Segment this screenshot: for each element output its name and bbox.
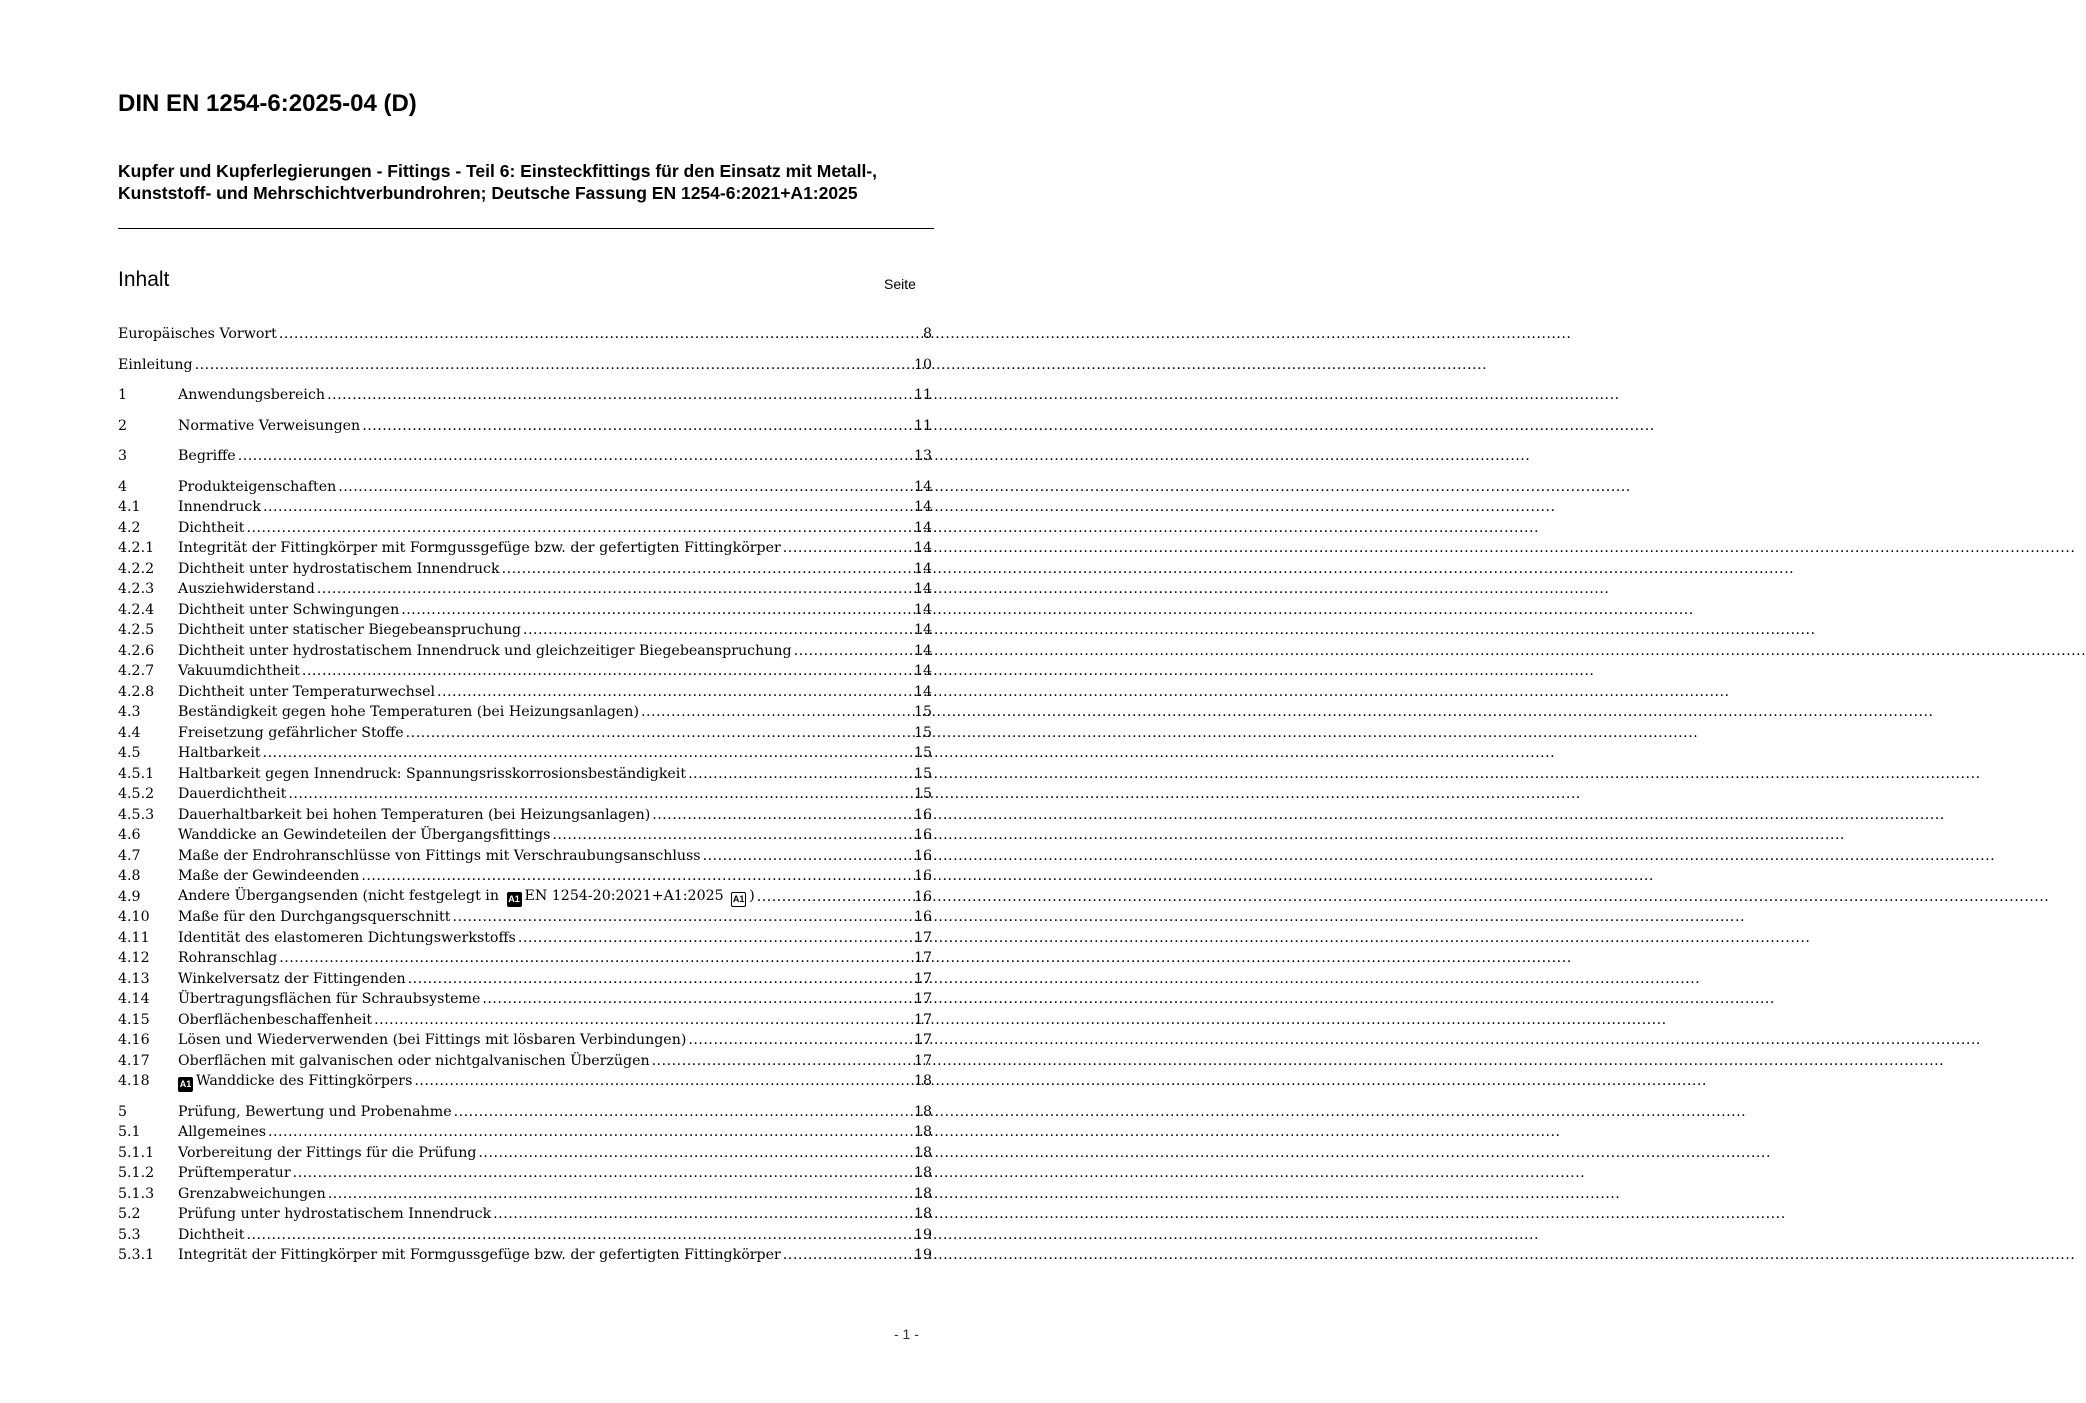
toc-entry-number: 4.5 [118,745,141,761]
toc-entry[interactable] [118,579,932,600]
toc-entry-number: 5.3 [118,1226,141,1243]
toc-entry[interactable] [118,1030,932,1051]
toc-leader [268,1122,911,1143]
toc-entry[interactable] [118,661,932,682]
toc-entry-number: 5 [118,1103,128,1120]
toc-entry-page: 15 [913,786,932,802]
toc-entry-label: Allgemeines [178,1124,266,1140]
toc-entry-label: Dichtheit unter hydrostatischem Innendruck [178,560,500,577]
toc-entry-number: 4.2.4 [118,601,155,618]
toc-entry-number: 4.3 [118,704,141,720]
toc-leader [263,743,911,764]
toc-leader [652,805,911,826]
toc-leader [317,579,911,600]
toc-entry-page: 14 [913,581,932,597]
toc-leader [452,907,911,928]
toc-entry-number: 4.15 [118,1011,150,1028]
toc-entry[interactable] [118,559,932,580]
toc-leader [437,682,911,703]
toc-entry-label: Vorbereitung der Fittings für die Prüfung [178,1144,477,1161]
page-column-label: Seite [884,276,916,292]
toc-leader [327,385,911,406]
toc-entry[interactable] [118,825,932,846]
toc-leader [688,764,911,785]
toc-entry[interactable] [118,682,932,703]
toc-entry-label: Einleitung [118,356,193,373]
toc-entry-page: 16 [913,806,932,823]
toc-entry-number: 5.2 [118,1206,141,1222]
toc-entry-number: 4.13 [118,970,150,987]
toc-entry-number: 4 [118,478,128,495]
toc-entry-page: 14 [913,642,932,659]
toc-leader [454,1102,911,1123]
toc-entry-page: 16 [913,909,932,925]
toc-leader [502,559,911,580]
toc-entry[interactable] [118,477,932,498]
toc-entry-number: 4.11 [118,929,150,946]
toc-entry[interactable] [118,1163,932,1184]
toc-entry-page: 10 [913,356,932,373]
toc-entry[interactable] [118,907,932,928]
toc-entry[interactable] [118,538,932,559]
toc-entry-page: 17 [913,950,932,966]
toc-entry-label: Prüftemperatur [178,1165,291,1181]
toc-entry-number: 4.5.1 [118,765,155,782]
toc-leader [263,497,911,518]
table-of-contents [118,324,932,1266]
toc-entry-number: 4.2.2 [118,560,155,577]
toc-entry-label: Europäisches Vorwort [118,326,277,342]
toc-leader [302,661,911,682]
toc-heading: Inhalt [118,268,170,291]
page-number: - 1 - [894,1326,919,1342]
toc-entry-number: 4.2.1 [118,540,155,556]
toc-leader [338,477,911,498]
toc-entry[interactable] [118,1102,932,1123]
toc-entry-page: 18 [913,1165,932,1181]
toc-entry-label: Begriffe [178,448,236,464]
toc-entry-label: Dichtheit [178,519,245,536]
toc-leader [794,641,911,662]
toc-entry-label: Lösen und Wiederverwenden (bei Fittings mit lösbaren Verbindungen) [178,1032,687,1048]
toc-entry-label: Normative Verweisungen [178,417,361,434]
toc-entry-label: Beständigkeit gegen hohe Temperaturen (bei Heizungsanlagen) [178,704,639,720]
toc-entry-number: 4.10 [118,909,150,925]
toc-entry[interactable] [118,989,932,1010]
toc-entry-page: 14 [913,499,932,515]
toc-entry-label: Maße für den Durchgangsquerschnitt [178,909,451,925]
toc-entry-page: 19 [913,1226,932,1243]
toc-leader [482,989,911,1010]
toc-entry[interactable] [118,641,932,662]
toc-entry-number: 5.1.2 [118,1165,155,1181]
amendment-start-icon: A1 [507,892,522,907]
toc-entry-page: 18 [913,1144,932,1161]
toc-entry-page: 15 [913,765,932,782]
toc-leader [361,866,911,887]
toc-entry-page: 15 [913,745,932,761]
toc-entry-number: 4.14 [118,991,150,1007]
toc-leader [328,1184,911,1205]
toc-leader [279,324,920,345]
toc-entry-label: Dichtheit unter statischer Biegebeanspruchung [178,622,522,638]
toc-entry-number: 4.18 [118,1073,150,1089]
toc-leader [246,1225,910,1246]
toc-entry-label-text: Andere Übergangsenden (nicht festgelegt in [178,888,499,904]
toc-leader [518,928,911,949]
toc-leader [414,1071,911,1092]
toc-entry-number: 4.5.3 [118,806,155,823]
toc-entry[interactable] [118,764,932,785]
toc-entry-page: 14 [913,601,932,618]
toc-entry-page: 17 [913,1052,932,1069]
amendment-start-icon: A1 [178,1077,193,1092]
amendment-end-icon: A1 [731,892,746,907]
toc-entry-page: 17 [913,1011,932,1028]
toc-entry-label: Haltbarkeit [178,745,261,761]
toc-leader [374,1010,911,1031]
toc-entry[interactable] [118,1245,932,1266]
toc-entry-label [178,886,755,907]
toc-leader [293,1163,911,1184]
toc-entry-number: 5.1.1 [118,1144,155,1161]
toc-leader [552,825,911,846]
toc-entry-page: 14 [913,560,932,577]
toc-entry-label: Prüfung unter hydrostatischem Innendruck [178,1206,492,1222]
toc-entry-page: 14 [913,540,932,556]
toc-entry-number: 4.2.5 [118,622,155,638]
toc-leader [401,600,911,621]
toc-entry-page: 14 [913,622,932,638]
toc-entry-number: 1 [118,387,128,403]
toc-entry[interactable] [118,723,932,744]
toc-entry[interactable] [118,948,932,969]
toc-leader [783,1245,911,1266]
toc-entry-page: 16 [913,827,932,843]
toc-entry-label: Dauerhaltbarkeit bei hohen Temperaturen (bei Heizungsanlagen) [178,806,651,823]
toc-entry[interactable] [118,805,932,826]
toc-entry[interactable] [118,446,932,467]
toc-entry-label-text: ) [749,888,755,904]
toc-entry-label: Dichtheit unter hydrostatischem Innendruck und gleichzeitiger Biegebeanspruchung [178,642,792,659]
toc-entry-label: Anwendungsbereich [178,387,326,403]
toc-entry[interactable] [118,702,932,723]
toc-entry[interactable] [118,355,932,376]
toc-entry-label: Dichtheit unter Schwingungen [178,601,400,618]
toc-entry-label: Maße der Endrohranschlüsse von Fittings mit Verschraubungsanschluss [178,847,701,864]
toc-entry[interactable] [118,1225,932,1246]
toc-entry-number: 4.5.2 [118,786,155,802]
toc-entry-page: 17 [913,929,932,946]
toc-entry-label: Ausziehwiderstand [178,581,315,597]
toc-entry-page: 15 [913,724,932,741]
toc-entry-page: 11 [913,387,932,403]
toc-entry-page: 18 [913,1185,932,1202]
toc-entry[interactable] [118,1051,932,1072]
toc-entry-number: 5.3.1 [118,1247,155,1263]
toc-entry-label: Rohranschlag [178,950,278,966]
toc-entry[interactable] [118,743,932,764]
toc-entry-number: 3 [118,448,128,464]
toc-entry-number: 4.12 [118,950,150,966]
toc-entry[interactable] [118,385,932,406]
toc-entry-number: 4.2.7 [118,663,155,679]
toc-entry[interactable] [118,866,932,887]
toc-leader [288,784,911,805]
toc-entry-page: 16 [913,847,932,864]
toc-entry-label: Dichtheit [178,1226,245,1243]
toc-entry-number: 5.1.3 [118,1185,155,1202]
toc-entry-page: 14 [913,519,932,536]
toc-entry[interactable] [118,969,932,990]
toc-leader [652,1051,911,1072]
toc-entry-page: 14 [913,478,932,495]
toc-entry-page: 15 [913,704,932,720]
toc-entry-label: Übertragungsflächen für Schraubsysteme [178,991,481,1007]
toc-leader [408,969,911,990]
toc-entry-page: 18 [913,1206,932,1222]
toc-entry[interactable] [118,497,932,518]
toc-entry-page: 18 [913,1073,932,1089]
toc-entry-label: Integrität der Fittingkörper mit Formgussgefüge bzw. der gefertigten Fittingkörper [178,540,781,556]
toc-entry-label: Vakuumdichtheit [178,663,300,679]
toc-entry[interactable] [118,1010,932,1031]
toc-entry-page: 17 [913,970,932,987]
toc-leader [362,416,911,437]
toc-entry-number: 2 [118,417,128,434]
toc-entry-number: 4.8 [118,868,141,884]
toc-entry-number: 4.2.3 [118,581,155,597]
toc-entry[interactable] [118,1143,932,1164]
toc-leader [493,1204,911,1225]
toc-entry-page: 11 [913,417,932,434]
document-id: DIN EN 1254-6:2025-04 (D) [118,90,417,117]
toc-entry[interactable] [118,928,932,949]
toc-entry-label: Freisetzung gefährlicher Stoffe [178,724,404,741]
toc-entry-page: 18 [913,1124,932,1140]
toc-entry[interactable] [118,620,932,641]
toc-leader [478,1143,911,1164]
toc-leader [279,948,911,969]
toc-entry-number: 4.1 [118,499,141,515]
toc-entry-number: 4.2 [118,519,141,536]
toc-entry-page: 13 [913,448,932,464]
toc-entry-number: 4.17 [118,1052,150,1069]
title-divider [118,228,934,229]
toc-leader [703,846,911,867]
toc-entry-label: Maße der Gewindeenden [178,868,360,884]
toc-entry-page: 14 [913,663,932,679]
toc-leader [757,887,911,908]
toc-leader [783,538,911,559]
toc-entry-label: Identität des elastomeren Dichtungswerkstoffs [178,929,516,946]
toc-entry-label: Winkelversatz der Fittingenden [178,970,406,987]
toc-entry-number: 4.2.6 [118,642,155,659]
toc-entry-number: 5.1 [118,1124,141,1140]
toc-entry[interactable] [118,416,932,437]
toc-entry[interactable] [118,324,932,345]
toc-entry-label-text: Wanddicke des Fittingkörpers [196,1072,413,1089]
toc-entry-label: Oberflächen mit galvanischen oder nichtgalvanischen Überzügen [178,1052,650,1069]
toc-leader [238,446,911,467]
toc-entry-label: Dichtheit unter Temperaturwechsel [178,683,436,700]
toc-entry-label: Dauerdichtheit [178,786,287,802]
toc-leader [246,518,910,539]
toc-entry-page: 8 [922,326,932,342]
toc-entry-label: Oberflächenbeschaffenheit [178,1011,373,1028]
toc-entry[interactable] [118,887,932,908]
toc-entry-number: 4.6 [118,827,141,843]
toc-entry-page: 17 [913,1032,932,1048]
toc-leader [406,723,911,744]
toc-entry-page: 16 [913,868,932,884]
toc-entry-label: Produkteigenschaften [178,478,337,495]
toc-entry-number: 4.2.8 [118,683,155,700]
toc-entry[interactable] [118,1184,932,1205]
toc-entry[interactable] [118,846,932,867]
toc-entry[interactable] [118,518,932,539]
toc-entry-number: 4.16 [118,1032,150,1048]
toc-entry[interactable] [118,784,932,805]
toc-leader [195,355,911,376]
toc-entry-reference: EN 1254-20:2021+A1:2025 [524,888,724,904]
toc-entry-label: Innendruck [178,499,261,515]
toc-leader [641,702,911,723]
toc-entry-label: Haltbarkeit gegen Innendruck: Spannungsrisskorrosionsbeständigkeit [178,765,687,782]
toc-entry[interactable] [118,1204,932,1225]
toc-entry-page: 18 [913,1103,932,1120]
toc-entry-label: Prüfung, Bewertung und Probenahme [178,1103,452,1120]
toc-entry-label [178,1071,412,1092]
toc-entry-number: 4.7 [118,847,141,864]
toc-leader [688,1030,911,1051]
toc-entry-number: 4.4 [118,724,141,741]
toc-entry-page: 17 [913,991,932,1007]
toc-leader [523,620,911,641]
toc-entry-number: 4.9 [118,888,141,905]
toc-entry[interactable] [118,600,932,621]
document-title: Kupfer und Kupferlegierungen - Fittings - Teil 6: Einsteckfittings für den Einsatz mit Metall-, Kunststoff- und Mehrschichtverbundrohren; Deutsche Fassung EN 1254-6:2021+A1:2025 [118,161,878,203]
toc-entry[interactable] [118,1122,932,1143]
toc-entry-page: 19 [913,1247,932,1263]
toc-entry-label: Grenzabweichungen [178,1185,326,1202]
toc-entry-label: Integrität der Fittingkörper mit Formgussgefüge bzw. der gefertigten Fittingkörper [178,1247,781,1263]
toc-entry-page: 16 [913,888,932,905]
toc-entry-page: 14 [913,683,932,700]
toc-entry[interactable] [118,1071,932,1092]
toc-entry-label: Wanddicke an Gewindeteilen der Übergangsfittings [178,827,551,843]
